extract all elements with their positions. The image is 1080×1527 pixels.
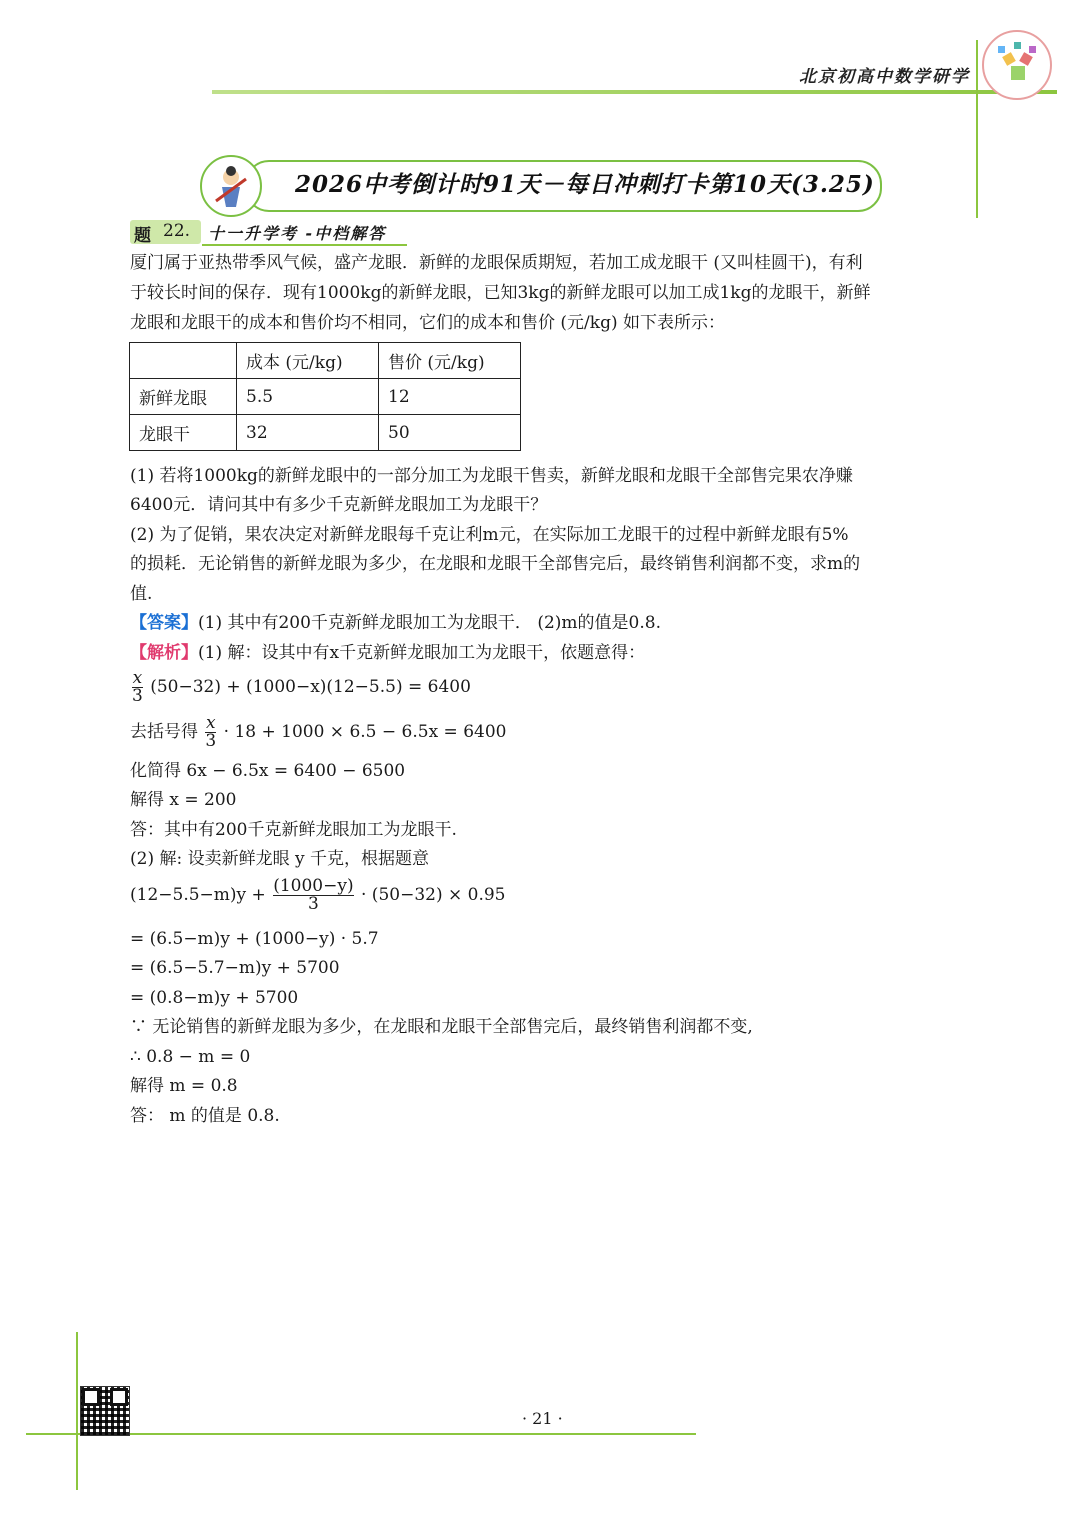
fraction-denominator: 3 [132,686,143,706]
solution-line [130,643,645,663]
price-table [129,342,521,451]
equation-6: = (6.5−m)y + (1000−y) · 5.7 [130,929,379,949]
header-vertical-divider [976,40,978,218]
question-part-line: (2) 为了促销，果农决定对新鲜龙眼每千克让利m元，在实际加工龙眼干的过程中新鲜龙眼有5% [130,525,849,545]
question-part-line: 6400元．请问其中有多少千克新鲜龙眼加工为龙眼干？ [130,495,548,515]
fraction-numerator: (1000−y) [273,876,354,896]
header-divider [212,90,1057,94]
question-part-line: (1) 若将1000kg的新鲜龙眼中的一部分加工为龙眼干售卖，新鲜龙眼和龙眼干全部售完果农净赚 [130,466,853,486]
therefore-line: ∴ 0.8 − m = 0 [130,1047,251,1067]
table-cell: 售价 (元/kg) [379,343,521,379]
footer-vertical-divider [76,1332,78,1490]
answer-text: (1) 其中有200千克新鲜龙眼加工为龙眼干． (2)m的值是0.8. [198,613,661,633]
qr-code-icon [80,1386,130,1436]
table-cell [130,343,237,379]
equation-5 [130,878,505,913]
equation-4: 解得 x = 200 [130,790,237,810]
answer-part-2: 答： m 的值是 0.8. [130,1106,280,1126]
table-cell: 成本 (元/kg) [237,343,379,379]
table-cell: 5.5 [237,379,379,415]
brand-title: 北京初高中数学研学 [799,67,970,87]
equation-7: = (6.5−5.7−m)y + 5700 [130,958,340,978]
equation-1 [130,670,471,705]
equation-3: 化简得 6x − 6.5x = 6400 − 6500 [130,761,406,781]
question-part-line: 的损耗．无论销售的新鲜龙眼为多少，在龙眼和龙眼干全部售完后，最终销售利润都不变，求m的 [130,554,861,574]
question-source-underline [202,244,407,246]
question-text-line: 于较长时间的保存．现有1000kg的新鲜龙眼，已知3kg的新鲜龙眼可以加工成1kg的龙眼干，新鲜 [130,283,871,303]
mascot-icon [200,155,262,217]
table-row [130,379,521,415]
table-cell: 龙眼干 [130,415,237,451]
table-cell: 32 [237,415,379,451]
fraction-denominator: 3 [307,894,319,914]
table-cell: 新鲜龙眼 [130,379,237,415]
equation-9: 解得 m = 0.8 [130,1076,238,1096]
solution-intro: (1) 解：设其中有x千克新鲜龙眼加工为龙眼干，依题意得： [198,643,646,663]
fraction-denominator: 3 [205,731,217,751]
question-tag-label: 题 [134,226,151,246]
page-number: · 21 · [522,1409,563,1428]
table-header-row [130,343,521,379]
equation-text: (12−5.5−m)y + [130,885,266,905]
table-cell: 12 [379,379,521,415]
table-row [130,415,521,451]
because-line: ∵ 无论销售的新鲜龙眼为多少，在龙眼和龙眼干全部售完后，最终销售利润都不变, [130,1017,753,1037]
question-source: 十一升学考 -中档解答 [208,224,387,243]
equation-text: · (50−32) × 0.95 [361,885,506,905]
solution-label: 【解析】 [130,643,198,663]
logo-icon [982,30,1052,100]
equation-8: = (0.8−m)y + 5700 [130,988,299,1008]
equation-text: · 18 + 1000 × 6.5 − 6.5x = 6400 [223,722,507,742]
equation-prefix: 去括号得 [130,722,198,742]
fraction-numerator: x [206,713,216,733]
equation-text: (50−32) + (1000−x)(12−5.5) = 6400 [150,677,471,697]
question-part-line: 值. [130,584,153,604]
answer-label: 【答案】 [130,613,198,633]
fraction-numerator: x [132,668,143,688]
question-text-line: 龙眼和龙眼干的成本和售价均不相同，它们的成本和售价 (元/kg) 如下表所示： [130,313,725,333]
table-cell: 50 [379,415,521,451]
question-text-line: 厦门属于亚热带季风气候，盛产龙眼．新鲜的龙眼保质期短，若加工成龙眼干 (又叫桂圆干)，有利 [130,253,863,273]
fraction [273,878,353,913]
fraction [205,715,216,750]
answer-line [130,613,661,633]
equation-2 [130,715,506,750]
answer-part-1: 答：其中有200千克新鲜龙眼加工为龙眼干. [130,820,457,840]
fraction [132,670,143,705]
part2-intro: (2) 解: 设卖新鲜龙眼 y 千克，根据题意 [130,849,430,869]
page-title: 2026中考倒计时91天－每日冲刺打卡第10天(3.25) [295,171,875,198]
question-number: 22. [163,221,191,241]
